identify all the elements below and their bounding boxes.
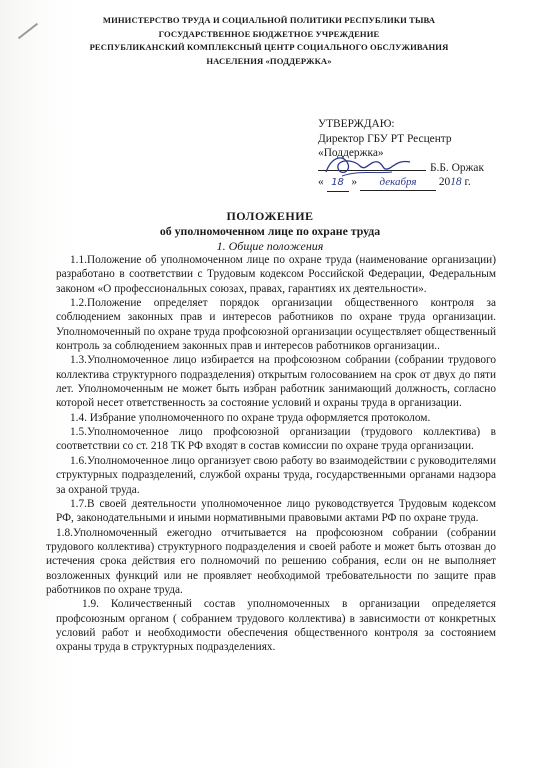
document-title-block — [20, 209, 520, 254]
document-subject: об уполномоченном лице по охране труда — [159, 224, 381, 238]
date-day: 18 — [327, 176, 349, 192]
header-line-institution-type: ГОСУДАРСТВЕННОЕ БЮДЖЕТНОЕ УЧРЕЖДЕНИЕ — [158, 28, 380, 39]
handwritten-signature-icon — [322, 150, 414, 182]
header-line-center: РЕСПУБЛИКАНСКИЙ КОМПЛЕКСНЫЙ ЦЕНТР СОЦИАЛЬНОГО ОБСЛУЖИВАНИЯ — [89, 42, 449, 52]
document-type: ПОЛОЖЕНИЕ — [226, 209, 314, 223]
approver-name: Б.Б. Оржак — [430, 161, 485, 174]
date-year-prefix: 20 — [438, 176, 451, 188]
approver-position: Директор ГБУ РТ Ресцентр — [318, 132, 452, 145]
section-heading: 1. Общие положения — [216, 239, 324, 253]
approve-label: УТВЕРЖДАЮ: — [318, 118, 395, 130]
paragraph-1-1: 1.1.Положение об уполномоченном лице по охране труда (наименование организации) разработано в соответствии с Трудовым кодексом Российской Федерации, Федеральным законом «О профессиональных союзах, правах, гарантиях их деятельности». — [56, 254, 496, 295]
org-header — [30, 14, 508, 68]
paragraph-1-7: 1.7.В своей деятельности уполномоченное лицо руководствуется Трудовым кодексом РФ, законодательными и иными нормативными правовыми актами РФ по охране труда. — [56, 497, 496, 525]
paragraph-1-6: 1.6.Уполномоченное лицо организует свою работу во взаимодействии с руководителями структурных подразделений, службой охраны труда, государственными органами надзора за охраной труда. — [56, 454, 496, 496]
date-year-end: г. — [464, 176, 471, 188]
date-quote-close: » — [351, 176, 358, 188]
date-month: декабря — [360, 175, 436, 191]
date-year-suffix: 18 — [450, 176, 462, 188]
paragraph-1-4: 1.4. Избрание уполномоченного по охране труда оформляется протоколом. — [70, 411, 431, 424]
document-body — [46, 253, 496, 655]
approver-org: «Поддержка» — [318, 147, 384, 159]
paragraph-1-9: 1.9. Количественный состав уполномоченных в организации определяется профсоюзным органом ( собранием трудового коллектива) в зависимости от конкретных условий работ и необходимости обеспечения общественного контроля за состоянием охраны труда в структурных подразделениях. — [56, 598, 496, 654]
header-line-ministry: МИНИСТЕРСТВО ТРУДА И СОЦИАЛЬНОЙ ПОЛИТИКИ РЕСПУБЛИКИ ТЫВА — [102, 15, 436, 25]
paragraph-1-5: 1.5.Уполномоченное лицо профсоюзной организации (трудового коллектива) в соответствии со ст. 218 ТК РФ входят в состав комиссии по охране труда организации. — [56, 426, 496, 453]
paragraph-1-8: 1.8.Уполномоченный ежегодно отчитывается на профсоюзном собрании (собрании трудового коллектива) структурного подразделения и своей работе и может быть отозван до истечения срока действия его полномочий по решению собрания, если он не выполняет возложенных функций или не проявляет необходимой требовательности по защите прав работников по охране труда. — [46, 526, 496, 596]
header-line-population: НАСЕЛЕНИЯ «ПОДДЕРЖКА» — [206, 55, 332, 66]
date-quote-open: « — [318, 176, 324, 188]
paragraph-1-3: 1.3.Уполномоченное лицо избирается на профсоюзном собрании (собрании трудового коллектива структурного подразделения) открытым голосованием на срок от двух до пяти лет. Уполномоченным не может быть избран работник занимающий должность, согласно которой несет ответственность за состояние условий и охраны труда в организации. — [56, 354, 496, 410]
paragraph-1-2: 1.2.Положение определяет порядок организации общественного контроля за соблюдением законных прав и интересов работников по охране труда организации. Уполномоченный по охране труда профсоюзной организации осуществляет общественный контроль за соблюдением законных прав и интересов работников организации.. — [56, 297, 496, 353]
